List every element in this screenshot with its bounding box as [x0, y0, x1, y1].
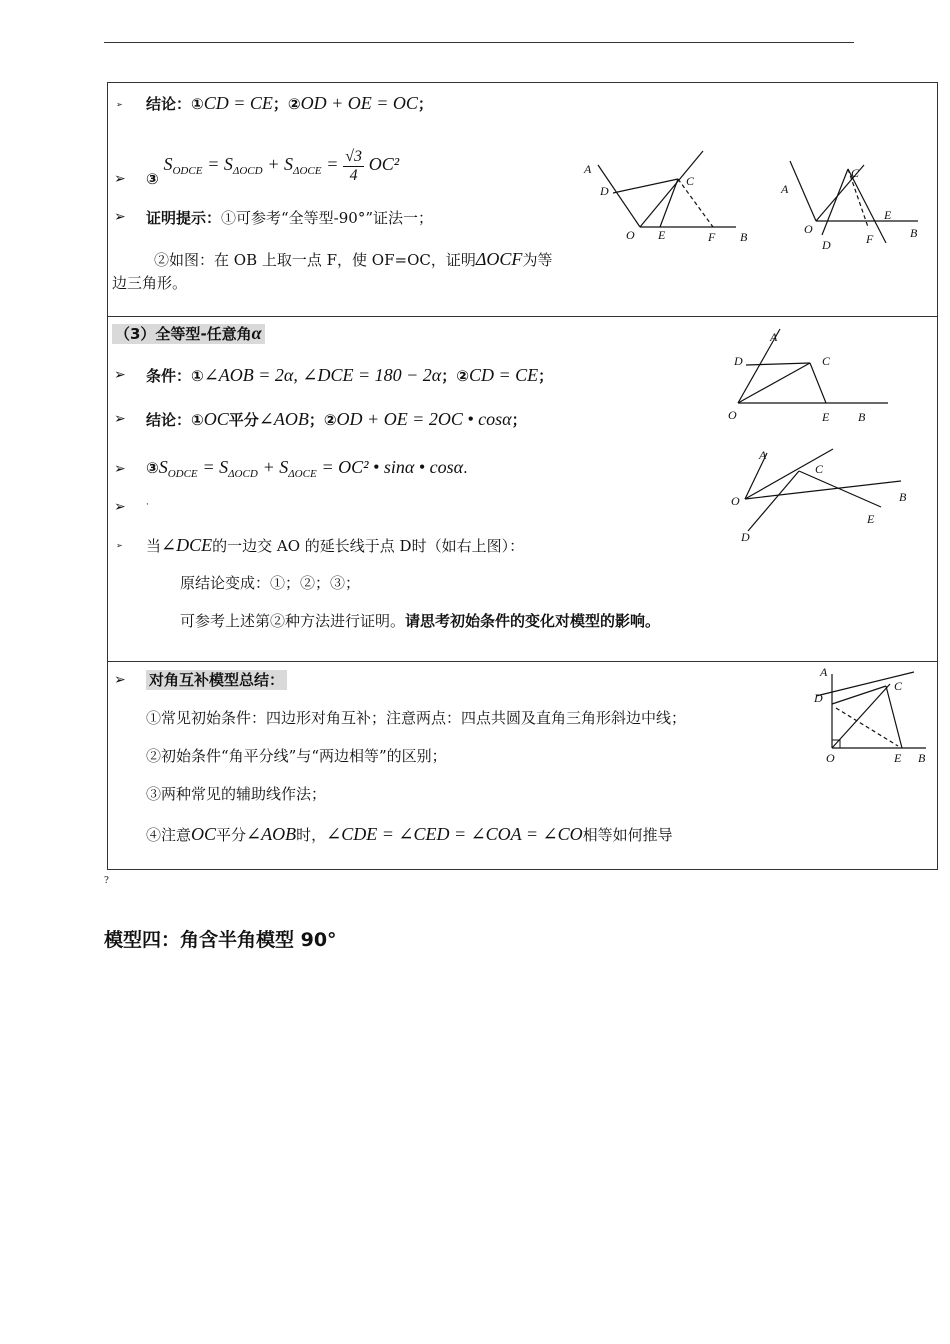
area-formula-line: ③ $S_{ODCE} = S_{\Delta OCD} + S_{\Delta OCE}$ = $\frac{√3}{4}$ OC² [146, 147, 400, 188]
section-title: 模型四：角含半角模型 90° [104, 929, 337, 951]
label-d: D [600, 184, 609, 198]
figure-arbitrary-angle [718, 323, 898, 423]
label-o: O [626, 228, 635, 242]
label-d: D [734, 354, 743, 368]
empty-item: · [146, 500, 149, 510]
proof-hint-line: 证明提示：①可参考“全等型-90°”证法一； [146, 209, 434, 227]
label-o: O [728, 408, 737, 422]
figure-extension-case [723, 445, 908, 545]
bullet-icon: ➢ [114, 499, 126, 515]
label-a: A [781, 182, 789, 196]
label-b: B [740, 230, 748, 244]
bullet-icon: ➢ [114, 367, 126, 383]
label-a: A [770, 330, 778, 344]
reference-line: 可参考上述第②种方法进行证明。请思考初始条件的变化对模型的影响。 [180, 612, 661, 630]
conclusion-line: 结论：①CD = CE；②OD + OE = OC； [146, 93, 433, 113]
proof-hint-2-line-cont: 边三角形。 [112, 274, 188, 292]
label-b: B [918, 751, 926, 764]
figure-variant [778, 155, 928, 255]
bullet-icon: ➢ [114, 209, 126, 225]
label-b: B [858, 410, 866, 423]
label-c: C [894, 679, 903, 693]
area-formula-line: $③S_{ODCE} = S_{\Delta OCD} + S_{\Delta OCE} = OC^2$ • sinα • cosα. [146, 457, 468, 480]
extension-case-line: 当∠DCE的一边交 AO 的延长线于点 D时（如右上图）： [146, 535, 525, 555]
summary-title: 对角互补模型总结： [146, 670, 287, 690]
bullet-icon: ➢ [114, 672, 126, 688]
summary-item-3: ③两种常见的辅助线作法； [146, 785, 327, 803]
label-e: E [867, 512, 875, 526]
label-b: B [899, 490, 907, 504]
block-title: （3）全等型-任意角α [112, 323, 265, 344]
label-f: F [866, 232, 874, 246]
bullet-icon: ➢ [114, 171, 126, 187]
label-c: C [686, 174, 695, 188]
bullet-icon: ➢ [114, 411, 126, 427]
label-d: D [814, 691, 823, 705]
content-table [107, 82, 938, 870]
label-c: C [822, 354, 831, 368]
label-d: D [741, 530, 750, 544]
bullet-icon: ➢ [114, 461, 126, 477]
label-o: O [804, 222, 813, 236]
block-summary [108, 662, 937, 869]
label-o: O [731, 494, 740, 508]
label-e: E [884, 208, 892, 222]
conclusion-line: 结论：①OC平分∠AOB；②OD + OE = 2OC • cosα； [146, 409, 527, 429]
figure-equal-sides-f [578, 143, 768, 253]
proof-hint-2-line: ②如图：在 OB 上取一点 F，使 OF=OC，证明ΔOCF为等 [154, 249, 553, 269]
label-e: E [894, 751, 902, 764]
bullet-icon: ➢ [116, 541, 123, 550]
summary-item-2: ②初始条件“角平分线”与“两边相等”的区别； [146, 747, 447, 765]
block-90-degree-model [108, 83, 937, 317]
label-e: E [658, 228, 666, 242]
block-arbitrary-angle-model [108, 317, 937, 662]
label-d: D [822, 238, 831, 252]
label-f: F [708, 230, 716, 244]
bullet-icon: ➢ [116, 100, 123, 109]
label-a: A [820, 665, 828, 679]
figure-summary [806, 664, 934, 764]
label-b: B [910, 226, 918, 240]
summary-item-1: ①常见初始条件：四边形对角互补；注意两点：四点共圆及直角三角形斜边中线； [146, 709, 687, 727]
label-a: A [584, 162, 592, 176]
label-c: C [815, 462, 824, 476]
original-changes-line: 原结论变成：①；②；③； [180, 574, 361, 592]
summary-item-4: ④注意OC平分∠AOB时，∠CDE = ∠CED = ∠COA = ∠CO相等如何推导 [146, 824, 673, 844]
label-c: C [851, 166, 860, 180]
page-mark: ? [104, 876, 109, 886]
label-e: E [822, 410, 830, 423]
condition-line: 条件：①∠AOB = 2α, ∠DCE = 180 − 2α；②CD = CE； [146, 365, 554, 385]
header-rule [104, 42, 854, 43]
label-o: O [826, 751, 835, 764]
label-a: A [759, 448, 767, 462]
fraction: $\frac{√3}{4}$ [345, 147, 362, 184]
